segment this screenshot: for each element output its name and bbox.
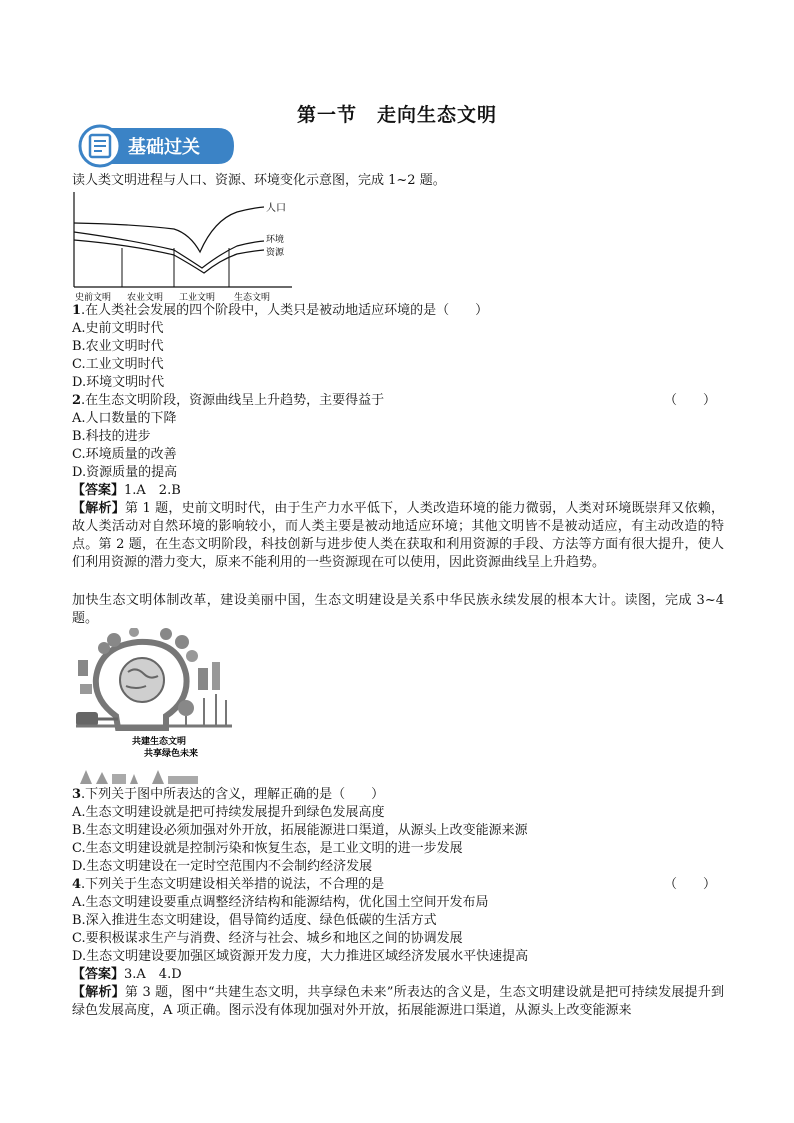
svg-text:资源: 资源 <box>266 248 285 258</box>
globe-icon <box>120 658 164 702</box>
answer-2: 【答案】3.A 4.D <box>72 967 182 982</box>
q2-option: A.人口数量的下降 <box>72 411 177 426</box>
population-curve <box>74 207 264 252</box>
svg-text:人口: 人口 <box>266 203 286 214</box>
intro-1: 读人类文明进程与人口、资源、环境变化示意图，完成 1~2 题。 <box>72 173 446 188</box>
eco-civilization-illustration <box>74 628 234 786</box>
q3-option: D.生态文明建设在一定时空范围内不会制约经济发展 <box>72 859 373 874</box>
resources-curve <box>74 240 264 273</box>
q1-option: D.环境文明时代 <box>72 375 165 390</box>
section-banner <box>78 124 236 168</box>
svg-text:农业文明: 农业文明 <box>127 293 164 302</box>
svg-text:共享绿色未来: 共享绿色未来 <box>144 749 199 759</box>
answer-1: 【答案】1.A 2.B <box>72 483 181 498</box>
q2-stem: 2.在生态文明阶段，资源曲线呈上升趋势，主要得益于 （ ） <box>72 393 716 408</box>
intro-2: 加快生态文明体制改革，建设美丽中国，生态文明建设是关系中华民族永续发展的根本大计。读图，完成 3~4 题。 <box>72 593 724 626</box>
q1-stem: 1.在人类社会发展的四个阶段中，人类只是被动地适应环境的是（ ） <box>72 303 489 318</box>
q1-option: B.农业文明时代 <box>72 339 164 354</box>
explanation-1: 【解析】第 1 题，史前文明时代，由于生产力水平低下，人类改造环境的能力微弱，人类对环境既崇拜又依赖，故人类活动对自然环境的影响较小，而人类主要是被动地适应环境；其他文明皆不是被动适应，有主动改造的特点。第 2 题，在生态文明阶段，科技创新与进步使人类在获取和利用资源的手段、方法等方面有很大提升，使人们利用资源的潜力变大，原来不能利用的一些资源现在可以使用，因此资源曲线呈上升趋势。 <box>72 501 724 570</box>
page-title: 第一节 走向生态文明 <box>296 104 497 126</box>
q2-option: B.科技的进步 <box>72 429 151 444</box>
explanation-2: 【解析】第 3 题，图中“共建生态文明，共享绿色未来”所表达的含义是，生态文明建设就是把可持续发展提升到绿色发展高度，A 项正确。图示没有体现加强对外开放，拓展能源进口渠道，从源头上改变能源来 <box>72 985 724 1018</box>
q4-stem: 4.下列关于生态文明建设相关举措的说法，不合理的是 （ ） <box>72 877 716 892</box>
q1-option: A.史前文明时代 <box>72 321 164 336</box>
svg-text:工业文明: 工业文明 <box>179 293 216 302</box>
q4-option: B.深入推进生态文明建设，倡导简约适度、绿色低碳的生活方式 <box>72 913 437 928</box>
q3-stem: 3.下列关于图中所表达的含义，理解正确的是（ ） <box>72 787 385 802</box>
q2-option: C.环境质量的改善 <box>72 447 177 462</box>
svg-text:史前文明: 史前文明 <box>75 293 112 302</box>
q4-option: D.生态文明建设要加强区域资源开发力度，大力推进区域经济发展水平快速提高 <box>72 949 529 964</box>
environment-curve <box>74 232 264 268</box>
banner-label: 基础过关 <box>128 137 200 158</box>
civilization-chart <box>72 190 294 302</box>
q1-option: C.工业文明时代 <box>72 357 164 372</box>
q3-option: C.生态文明建设就是控制污染和恢复生态，是工业文明的进一步发展 <box>72 841 463 856</box>
q4-option: C.要积极谋求生产与消费、经济与社会、城乡和地区之间的协调发展 <box>72 931 463 946</box>
q3-option: A.生态文明建设就是把可持续发展提升到绿色发展高度 <box>72 805 385 820</box>
svg-text:生态文明: 生态文明 <box>234 293 271 302</box>
svg-text:环境: 环境 <box>266 235 285 245</box>
svg-text:共建生态文明: 共建生态文明 <box>132 737 187 747</box>
q3-option: B.生态文明建设必须加强对外开放，拓展能源进口渠道，从源头上改变能源来源 <box>72 823 528 838</box>
q2-option: D.资源质量的提高 <box>72 465 178 480</box>
q4-option: A.生态文明建设要重点调整经济结构和能源结构，优化国土空间开发布局 <box>72 895 489 910</box>
